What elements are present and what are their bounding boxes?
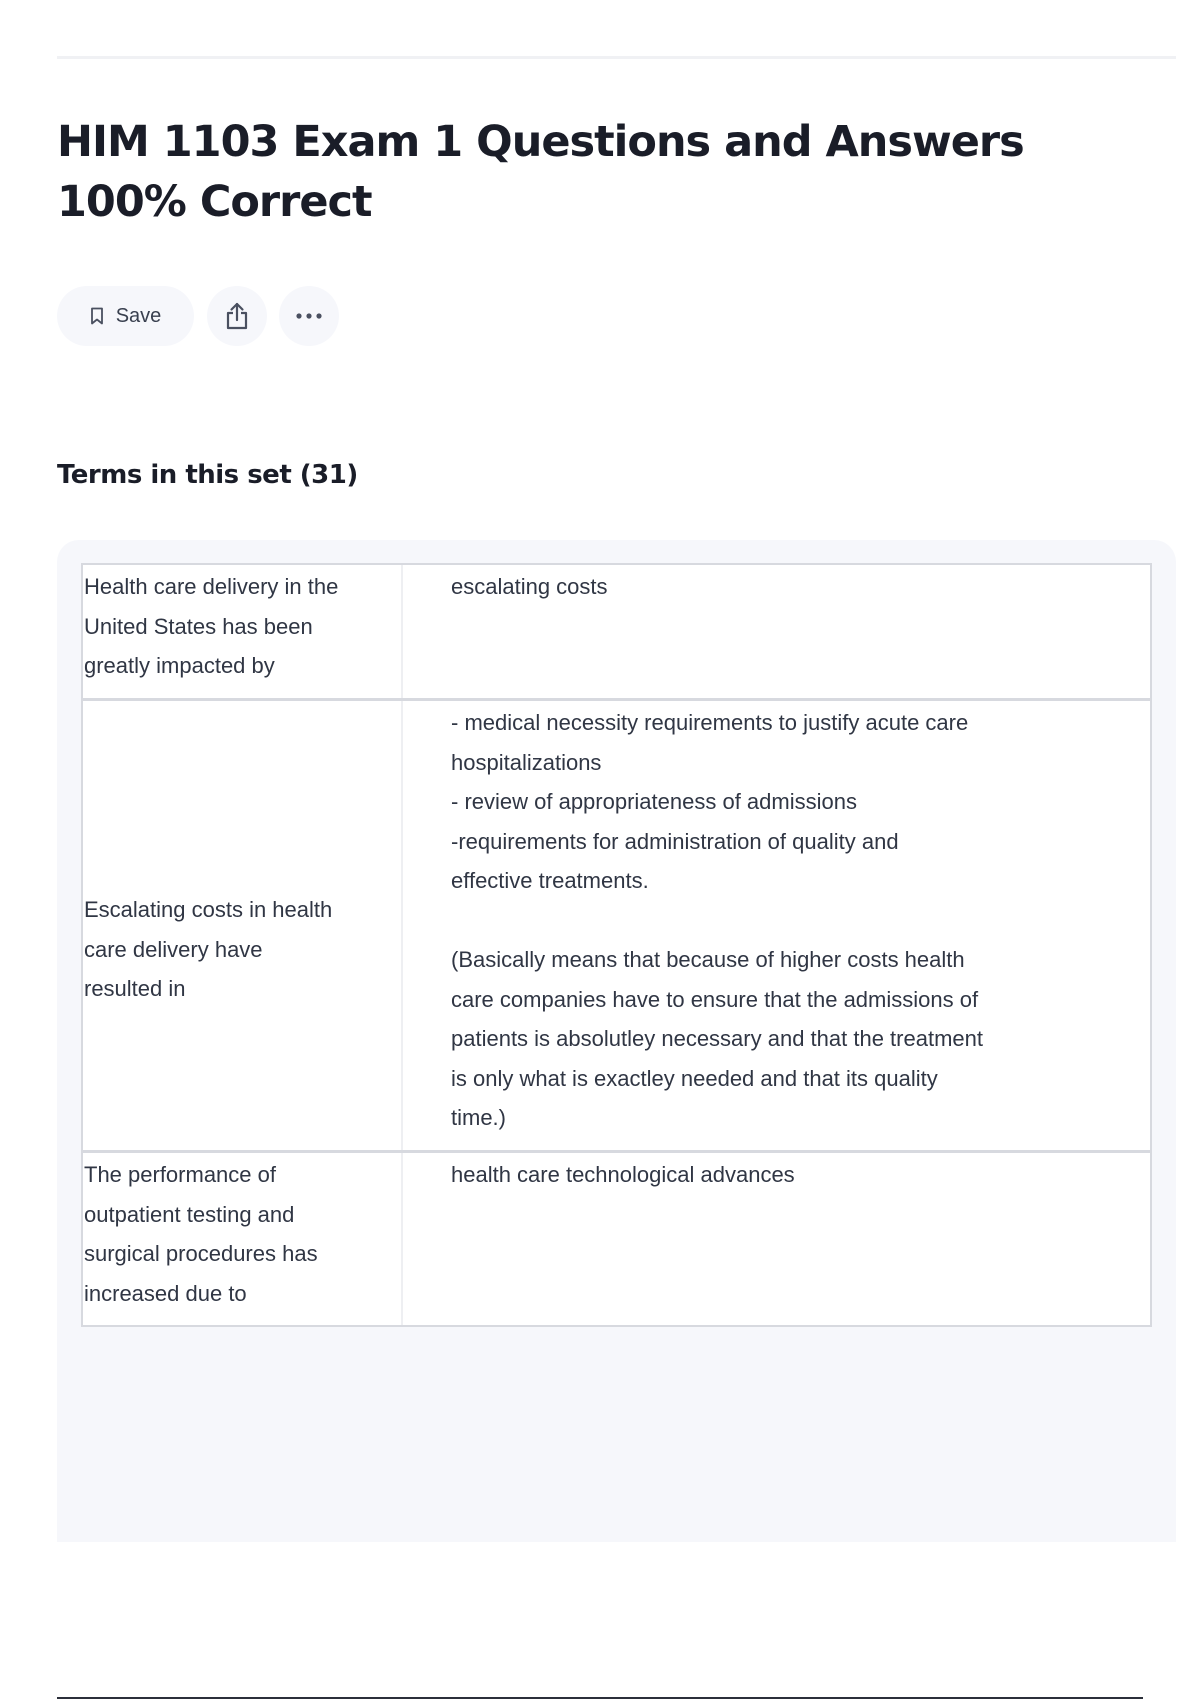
more-options-button[interactable] [279,286,339,346]
terms-heading: Terms in this set (31) [57,460,358,490]
definition-text: - medical necessity requirements to justify acute care hospitalizations - review of appropriateness of admissions -requirements for administration of quality and effective treatments. (Basically means that because of higher costs health care companies have to ensure that the admissions of patients is absolutley necessary and that the treatment is only what is exactley needed and that its quality time.) [451,710,983,1130]
more-horizontal-icon [295,312,323,320]
term-text: Health care delivery in the United States has been greatly impacted by [83,565,403,698]
definition-text: health care technological advances [451,1162,795,1187]
share-icon [224,301,250,331]
terms-table [81,563,1152,1327]
term-row [83,565,1150,701]
bottom-divider [57,1697,1143,1699]
action-bar [57,286,339,346]
save-label: Save [115,304,162,327]
share-button[interactable] [207,286,267,346]
definition-text: escalating costs [451,574,608,599]
bookmark-icon [90,307,104,325]
term-row [83,701,1150,1153]
save-button[interactable] [57,286,194,346]
term-row [83,1153,1150,1325]
page-title: HIM 1103 Exam 1 Questions and Answers 100% Correct [57,117,1024,227]
term-text: The performance of outpatient testing and surgical procedures has increased due to [83,1153,403,1325]
term-text: Escalating costs in health care delivery have resulted in [83,701,403,1150]
top-divider [57,56,1176,59]
